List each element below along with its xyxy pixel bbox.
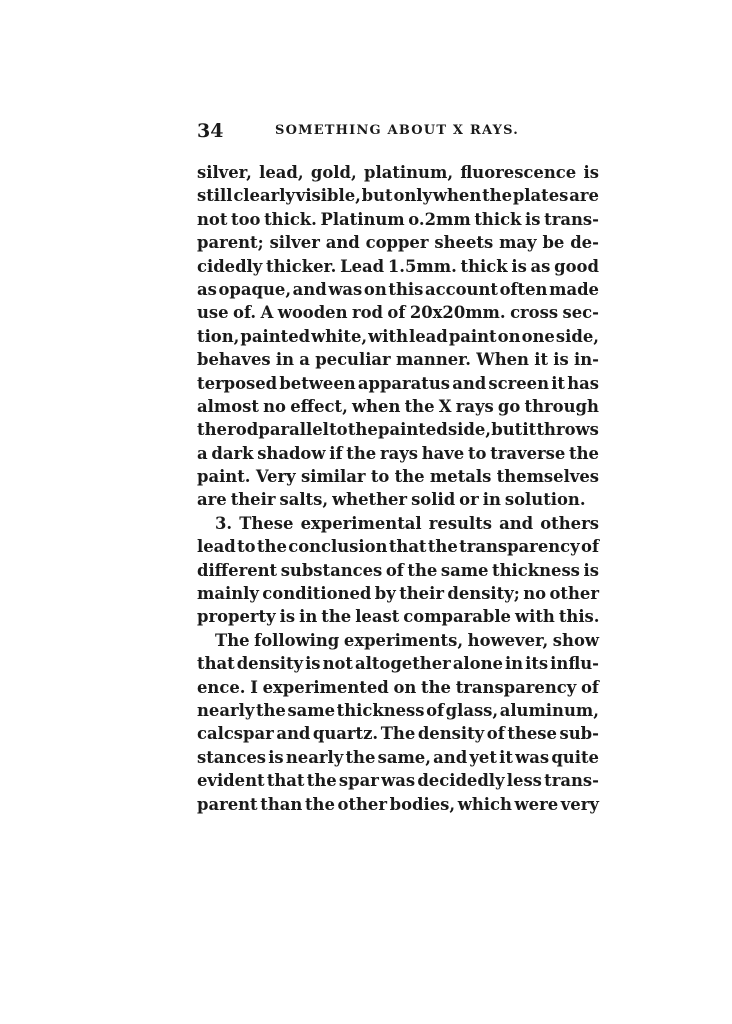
- word: one: [521, 326, 555, 346]
- word: manner.: [395, 350, 472, 370]
- word: parent: [197, 794, 258, 814]
- word: their: [399, 584, 444, 604]
- word: rays: [455, 396, 494, 416]
- word: is: [268, 747, 284, 767]
- word: conclusion: [288, 537, 388, 557]
- word: plates: [512, 186, 569, 206]
- word: same,: [377, 747, 431, 767]
- word: When: [476, 350, 529, 370]
- word: the: [197, 420, 227, 440]
- word: of.: [233, 303, 257, 323]
- page-number: 34: [197, 120, 224, 142]
- word: paint.: [197, 467, 251, 487]
- word: property: [197, 607, 276, 627]
- word: that: [266, 771, 305, 791]
- word: conditioned: [262, 584, 372, 604]
- word: X: [438, 396, 452, 416]
- text-line: [197, 559, 599, 582]
- word: no: [263, 396, 286, 416]
- text-line: [197, 348, 599, 371]
- text-line: [197, 746, 599, 769]
- word: still: [197, 186, 233, 206]
- word: aluminum,: [499, 700, 599, 720]
- text-line: [197, 301, 599, 324]
- word: yet: [469, 747, 497, 767]
- word: o.2mm: [408, 209, 471, 229]
- text-line: [197, 488, 599, 511]
- word: but: [361, 186, 393, 206]
- word: and: [292, 279, 327, 299]
- word: peculiar: [315, 350, 391, 370]
- word: nearly: [197, 700, 255, 720]
- word: of: [581, 537, 599, 557]
- word: of: [385, 560, 404, 580]
- word: is: [525, 209, 541, 229]
- word: account: [425, 279, 498, 299]
- word: painted: [378, 420, 448, 440]
- word: that: [388, 537, 427, 557]
- word: A: [260, 303, 274, 323]
- word: the: [421, 677, 451, 697]
- word: de-: [570, 233, 599, 253]
- word: than: [260, 794, 303, 814]
- text-line: [197, 255, 599, 278]
- word: made: [549, 279, 599, 299]
- word: opaque,: [218, 279, 292, 299]
- word: sec-: [562, 303, 599, 323]
- body-text: [197, 161, 599, 816]
- word: shadow: [257, 443, 326, 463]
- word: thick: [460, 256, 508, 276]
- word: results: [428, 513, 492, 533]
- word: a: [299, 350, 310, 370]
- word: when: [352, 396, 401, 416]
- word: traverse: [490, 443, 566, 463]
- word: silver: [269, 233, 320, 253]
- word: with: [368, 326, 408, 346]
- word: Very: [255, 467, 296, 487]
- word: use: [197, 303, 229, 323]
- text-line: [197, 184, 599, 207]
- word: salts,: [279, 490, 329, 510]
- word: paint: [448, 326, 497, 346]
- word: gold,: [310, 163, 357, 182]
- word: with: [515, 607, 555, 627]
- word: tion,: [197, 326, 240, 346]
- word: the: [569, 443, 599, 463]
- word: of: [486, 724, 505, 744]
- word: less: [506, 771, 542, 791]
- word: in-: [574, 350, 599, 370]
- word: however,: [467, 630, 549, 650]
- word: which: [457, 794, 512, 814]
- word: thickness: [492, 560, 580, 580]
- word: it: [534, 350, 549, 370]
- word: only: [393, 186, 433, 206]
- word: behaves: [197, 350, 271, 370]
- word: not: [322, 654, 353, 674]
- word: similar: [300, 467, 366, 487]
- word: is: [583, 163, 599, 182]
- word: same: [287, 700, 336, 720]
- word: apparatus: [357, 373, 451, 393]
- word: on: [393, 677, 417, 697]
- word: and: [499, 513, 534, 533]
- word: it: [551, 373, 566, 393]
- word: rays: [379, 443, 418, 463]
- word: and: [276, 724, 311, 744]
- word: no: [523, 584, 547, 604]
- word: almost: [197, 396, 259, 416]
- word: show: [552, 630, 599, 650]
- word: if: [329, 443, 343, 463]
- word: as: [530, 256, 551, 276]
- word: effect,: [290, 396, 348, 416]
- text-line: [197, 278, 599, 301]
- word: calcspar: [197, 724, 274, 744]
- word: the: [345, 747, 376, 767]
- word: may: [499, 233, 537, 253]
- word: following: [254, 630, 340, 650]
- word: trans-: [544, 209, 599, 229]
- word: is: [279, 607, 296, 627]
- word: painted: [240, 326, 311, 346]
- word: good: [554, 256, 599, 276]
- word: same: [440, 560, 489, 580]
- word: mainly: [197, 584, 259, 604]
- word: of: [387, 303, 406, 323]
- word: quartz.: [312, 724, 379, 744]
- word: in: [299, 607, 318, 627]
- text-line: [197, 699, 599, 722]
- word: evident: [197, 771, 265, 791]
- word: transparency: [459, 537, 580, 557]
- word: the: [407, 560, 438, 580]
- word: by: [374, 584, 396, 604]
- word: this.: [558, 607, 600, 627]
- word: the: [404, 396, 435, 416]
- word: stances: [197, 747, 266, 767]
- word: between: [279, 373, 356, 393]
- word: and: [452, 373, 487, 393]
- word: wooden: [277, 303, 348, 323]
- word: clearly: [233, 186, 295, 206]
- word: thick: [474, 209, 522, 229]
- word: Lead: [340, 256, 385, 276]
- word: substances: [280, 560, 383, 580]
- word: side,: [447, 420, 491, 440]
- word: experimental: [300, 513, 422, 533]
- word: and: [433, 747, 468, 767]
- word: is: [583, 560, 599, 580]
- word: density;: [447, 584, 520, 604]
- word: The: [215, 630, 250, 650]
- word: white,: [311, 326, 368, 346]
- word: 3.: [215, 513, 233, 533]
- word: and: [325, 233, 360, 253]
- word: decidedly: [417, 771, 505, 791]
- text-line: [197, 769, 599, 792]
- text-line: [197, 535, 599, 558]
- word: often: [499, 279, 548, 299]
- word: the: [346, 443, 377, 463]
- word: other: [337, 794, 387, 814]
- word: 1.5mm.: [387, 256, 457, 276]
- word: themselves: [496, 467, 599, 487]
- word: least: [355, 607, 400, 627]
- word: have: [421, 443, 465, 463]
- word: in: [275, 350, 295, 370]
- word: screen: [488, 373, 550, 393]
- word: in: [482, 490, 501, 510]
- text-line: [197, 442, 599, 465]
- text-line: [197, 582, 599, 605]
- text-line: [197, 629, 599, 652]
- word: density: [236, 654, 304, 674]
- word: throws: [536, 420, 599, 440]
- word: The: [380, 724, 416, 744]
- word: to: [467, 443, 487, 463]
- word: solid: [411, 490, 456, 510]
- word: was: [515, 747, 550, 767]
- word: visible,: [295, 186, 361, 206]
- word: 20x20mm.: [409, 303, 506, 323]
- word: the: [255, 700, 286, 720]
- word: has: [567, 373, 599, 393]
- word: platinum,: [364, 163, 454, 182]
- word: to: [370, 467, 390, 487]
- word: too: [231, 209, 261, 229]
- word: the: [321, 607, 352, 627]
- running-title: SOMETHING ABOUT X RAYS.: [275, 123, 519, 138]
- running-head: [197, 120, 599, 142]
- text-line: [197, 722, 599, 745]
- text-line: [197, 465, 599, 488]
- word: thickness: [336, 700, 425, 720]
- word: these: [507, 724, 557, 744]
- word: spar: [338, 771, 379, 791]
- word: parent;: [197, 233, 264, 253]
- word: side,: [555, 326, 599, 346]
- word: on: [363, 279, 387, 299]
- word: sub-: [559, 724, 599, 744]
- word: dark: [211, 443, 254, 463]
- word: others: [540, 513, 599, 533]
- word: or: [459, 490, 479, 510]
- text-line: [197, 605, 599, 628]
- word: its: [525, 654, 549, 674]
- word: be: [542, 233, 565, 253]
- word: terposed: [197, 373, 278, 393]
- word: the: [256, 537, 287, 557]
- word: is: [553, 350, 569, 370]
- word: the: [306, 771, 337, 791]
- word: were: [514, 794, 559, 814]
- word: copper: [365, 233, 429, 253]
- word: in: [504, 654, 524, 674]
- word: whether: [332, 490, 408, 510]
- word: metals: [429, 467, 492, 487]
- text-line: [197, 161, 599, 184]
- word: very: [560, 794, 599, 814]
- word: different: [197, 560, 278, 580]
- word: the: [482, 186, 512, 206]
- word: thicker.: [266, 256, 337, 276]
- word: the: [394, 467, 425, 487]
- text-line: [197, 208, 599, 231]
- word: experiments,: [343, 630, 464, 650]
- word: that: [197, 654, 235, 674]
- word: influ-: [550, 654, 599, 674]
- word: go: [497, 396, 521, 416]
- word: to: [237, 537, 256, 557]
- text-line: [197, 793, 599, 816]
- word: Platinum: [320, 209, 405, 229]
- word: transparency: [455, 677, 577, 697]
- text-line: [197, 372, 599, 395]
- word: their: [230, 490, 276, 510]
- word: altogether: [355, 654, 451, 674]
- word: ence.: [197, 677, 246, 697]
- word: trans-: [544, 771, 599, 791]
- word: cidedly: [197, 256, 263, 276]
- word: rod: [351, 303, 383, 323]
- word: nearly: [285, 747, 344, 767]
- word: thick.: [264, 209, 317, 229]
- word: the: [304, 794, 335, 814]
- word: is: [511, 256, 527, 276]
- word: to: [329, 420, 348, 440]
- text-line: [197, 395, 599, 418]
- word: a: [197, 443, 208, 463]
- word: quite: [551, 747, 599, 767]
- word: are: [197, 490, 227, 510]
- text-line: [197, 652, 599, 675]
- word: comparable: [403, 607, 511, 627]
- word: lead: [197, 537, 236, 557]
- word: bodies,: [389, 794, 456, 814]
- word: through: [524, 396, 599, 416]
- word: is: [305, 654, 321, 674]
- word: on: [497, 326, 521, 346]
- word: it: [522, 420, 537, 440]
- word: glass,: [445, 700, 499, 720]
- word: of: [580, 677, 599, 697]
- word: the: [347, 420, 378, 440]
- word: fluorescence: [460, 163, 577, 182]
- word: of: [426, 700, 445, 720]
- word: the: [427, 537, 458, 557]
- word: was: [381, 771, 416, 791]
- word: are: [569, 186, 599, 206]
- text-line: [197, 418, 599, 441]
- word: density: [417, 724, 485, 744]
- word: not: [197, 209, 228, 229]
- word: lead: [409, 326, 448, 346]
- word: sheets: [434, 233, 494, 253]
- text-line: [197, 325, 599, 348]
- word: was: [328, 279, 363, 299]
- word: alone: [452, 654, 503, 674]
- word: lead,: [259, 163, 304, 182]
- word: silver,: [197, 163, 252, 182]
- text-line: [197, 676, 599, 699]
- text-line: [197, 231, 599, 254]
- word: I: [250, 677, 258, 697]
- word: rod: [227, 420, 259, 440]
- word: other: [549, 584, 599, 604]
- word: it: [499, 747, 513, 767]
- word: These: [239, 513, 294, 533]
- word: experimented: [262, 677, 389, 697]
- word: when: [432, 186, 482, 206]
- text-line: [197, 512, 599, 535]
- word: cross: [510, 303, 559, 323]
- word: parallel: [258, 420, 329, 440]
- word: as: [197, 279, 217, 299]
- word: but: [491, 420, 523, 440]
- word: this: [388, 279, 424, 299]
- word: solution.: [504, 490, 586, 510]
